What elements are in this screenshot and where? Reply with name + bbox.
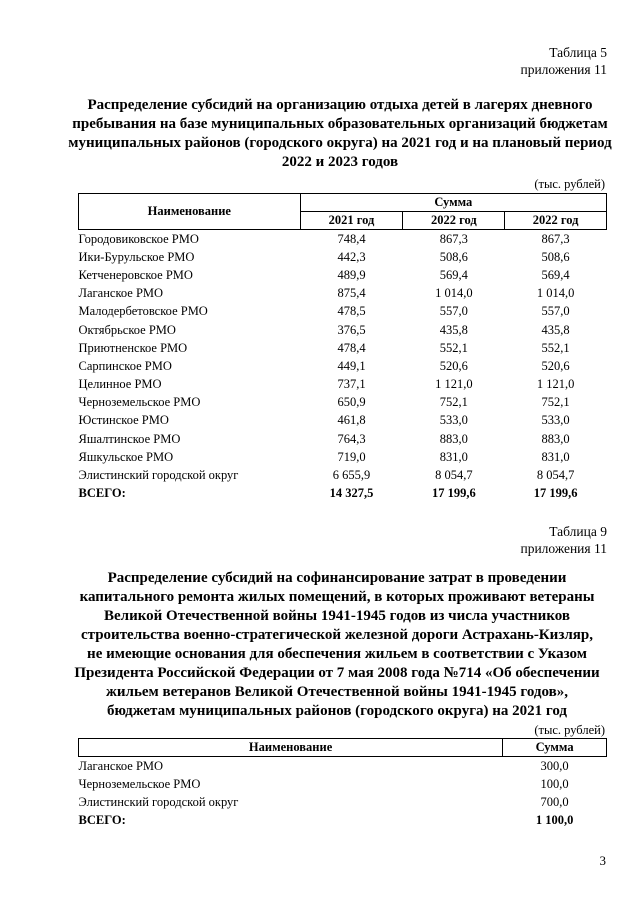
table5-ref-line2: приложения 11 — [520, 62, 607, 77]
row-name: Яшкульское РМО — [78, 449, 174, 464]
table-row — [79, 793, 607, 811]
row-value-2022b: 1 121,0 — [536, 377, 575, 392]
table-row — [79, 376, 607, 394]
row-value-2022: 831,0 — [439, 449, 468, 464]
table9 — [78, 738, 607, 830]
row-name: Ики-Бурульское РМО — [78, 249, 195, 264]
row-value-2022b: 552,1 — [541, 340, 570, 355]
row-value-2021: 478,4 — [337, 340, 366, 355]
row-name: Сарпинское РМО — [78, 358, 172, 373]
table9-header-sum: Сумма — [503, 739, 607, 757]
row-value-2022b: 867,3 — [541, 231, 570, 246]
row-value-2021: 737,1 — [337, 377, 366, 392]
row-value-2022b: 533,0 — [541, 413, 570, 428]
row-value-2021: 748,4 — [337, 231, 366, 246]
row-value-2022: 1 121,0 — [435, 377, 473, 392]
table-row — [79, 339, 607, 357]
row-value-2021: 650,9 — [337, 395, 366, 410]
page-number: 3 — [599, 853, 606, 868]
table5-header-name: Наименование — [79, 194, 301, 230]
row-name: Элистинский городской округ — [78, 468, 239, 483]
table-row — [79, 321, 607, 339]
row-value-2022b: 8 054,7 — [536, 468, 575, 483]
table9-reference — [520, 523, 607, 557]
table5-reference — [520, 44, 607, 78]
row-value-2021: 376,5 — [337, 322, 366, 337]
row-value-2021: 719,0 — [337, 449, 366, 464]
row-value-2022: 557,0 — [439, 304, 468, 319]
row-value-2022: 435,8 — [439, 322, 468, 337]
row-value-2021: 449,1 — [337, 358, 366, 373]
row-value: 700,0 — [540, 794, 569, 809]
row-name: Октябрьское РМО — [78, 322, 176, 337]
row-value-2022: 552,1 — [439, 340, 468, 355]
row-value-2022b: 435,8 — [541, 322, 570, 337]
table-row — [79, 757, 607, 776]
row-value-2021: 442,3 — [337, 249, 366, 264]
table9-total-row — [79, 812, 607, 830]
row-value-2022: 508,6 — [439, 249, 468, 264]
row-value-2022: 883,0 — [439, 431, 468, 446]
table-row — [79, 303, 607, 321]
table-row — [79, 230, 607, 249]
row-name: Приютненское РМО — [78, 340, 188, 355]
table5-total-v2: 17 199,6 — [431, 486, 476, 501]
table5-title: Распределение субсидий на организацию отдыха детей в лагерях дневного пребывания на базе муниципальных образовательных организаций бюджетам муниципальных районов (городского округа) на 2021 год и на плановый период 2022 и 2023 годов — [68, 97, 612, 170]
table9-unit: (тыс. рублей) — [534, 723, 605, 737]
table9-ref-line1: Таблица 9 — [549, 524, 607, 539]
row-value-2022b: 831,0 — [541, 449, 570, 464]
table5-col-2022b: 2022 год — [505, 212, 607, 230]
row-name: Лаганское РМО — [78, 286, 164, 301]
row-value-2021: 461,8 — [337, 413, 366, 428]
table-row — [79, 430, 607, 448]
table5 — [78, 193, 607, 503]
row-value-2021: 6 655,9 — [332, 468, 371, 483]
row-value: 100,0 — [540, 776, 569, 791]
table5-col-2021: 2021 год — [300, 212, 403, 230]
table-row — [79, 266, 607, 284]
row-value-2022b: 557,0 — [541, 304, 570, 319]
table-row — [79, 394, 607, 412]
table-row — [79, 412, 607, 430]
row-value-2021: 764,3 — [337, 431, 366, 446]
row-value-2022: 533,0 — [439, 413, 468, 428]
table5-total-label: ВСЕГО: — [78, 486, 126, 501]
table5-header-sum: Сумма — [300, 194, 606, 212]
row-value-2022: 1 014,0 — [435, 286, 473, 301]
row-value-2022b: 520,6 — [541, 358, 570, 373]
table-row — [79, 357, 607, 375]
row-value-2022b: 569,4 — [541, 267, 570, 282]
row-value-2022: 569,4 — [439, 267, 468, 282]
table5-unit: (тыс. рублей) — [534, 177, 605, 191]
row-value-2022b: 1 014,0 — [536, 286, 575, 301]
row-value-2022b: 883,0 — [541, 431, 570, 446]
row-name: Черноземельское РМО — [78, 395, 201, 410]
row-name: Элистинский городской округ — [78, 794, 239, 809]
row-name: Целинное РМО — [78, 377, 162, 392]
row-value-2022: 520,6 — [439, 358, 468, 373]
row-value-2022: 752,1 — [439, 395, 468, 410]
table5-total-v3: 17 199,6 — [533, 486, 578, 501]
table-row — [79, 775, 607, 793]
table9-title: Распределение субсидий на софинансирование затрат в проведении капитального ремонта жилых помещений, в которых проживают ветераны Великой Отечественной войны 1941-1945 годов из числа участников строительства военно-стратегической железной дороги Астрахань-Кизляр, не имеющие основания для обеспечения жильем в соответствии с Указом Президента Российской Федерации от 7 мая 2008 года №714 «Об обеспечении жильем ветеранов Великой Отечественной войны 1941-1945 годов», бюджетам муниципальных районов (городского округа) на 2021 год — [74, 570, 600, 719]
row-value-2022b: 752,1 — [541, 395, 570, 410]
table9-total-label: ВСЕГО: — [78, 813, 126, 828]
row-value-2021: 489,9 — [337, 267, 366, 282]
table-row — [79, 466, 607, 484]
row-value-2021: 875,4 — [337, 286, 366, 301]
table5-col-2022: 2022 год — [403, 212, 505, 230]
table-row — [79, 448, 607, 466]
row-name: Кетченеровское РМО — [78, 267, 193, 282]
row-name: Городовиковское РМО — [78, 231, 199, 246]
row-name: Малодербетовское РМО — [78, 304, 208, 319]
row-value: 300,0 — [540, 758, 569, 773]
row-value-2022b: 508,6 — [541, 249, 570, 264]
table9-total-value: 1 100,0 — [535, 813, 574, 828]
row-name: Яшалтинское РМО — [78, 431, 181, 446]
table9-header-name: Наименование — [79, 739, 503, 757]
row-name: Лаганское РМО — [78, 758, 164, 773]
row-name: Юстинское РМО — [78, 413, 169, 428]
row-name: Черноземельское РМО — [78, 776, 201, 791]
table5-total-v1: 14 327,5 — [329, 486, 374, 501]
table5-total-row — [79, 485, 607, 503]
row-value-2022: 8 054,7 — [435, 468, 473, 483]
table-row — [79, 285, 607, 303]
row-value-2022: 867,3 — [439, 231, 468, 246]
table5-ref-line1: Таблица 5 — [549, 45, 607, 60]
row-value-2021: 478,5 — [337, 304, 366, 319]
table9-ref-line2: приложения 11 — [520, 541, 607, 556]
table-row — [79, 248, 607, 266]
